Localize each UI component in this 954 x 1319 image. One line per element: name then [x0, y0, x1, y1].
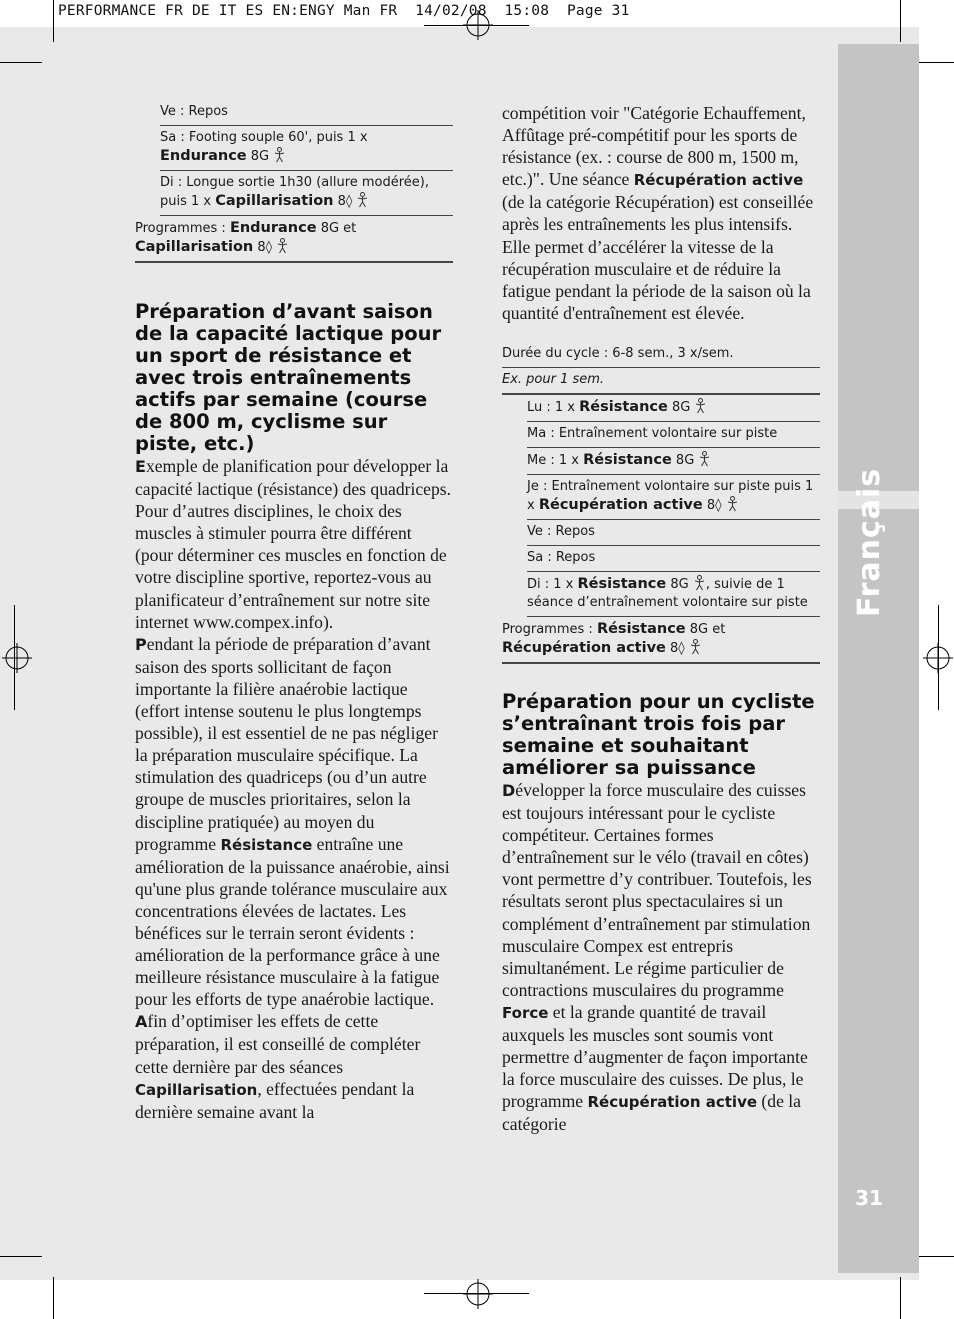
schedule-table-right	[502, 342, 820, 664]
schedule-row-di: Di : Longue sortie 1h30 (allure modérée), puis 1 x Capillarisation 8◊	[160, 171, 453, 216]
section-heading-lactic: Préparation d’avant saison de la capacité lactique pour un sport de résistance et avec trois entraînements actifs par semaine (course de 800 m, cyclisme sur piste, etc.)	[135, 300, 442, 455]
crop-mark	[900, 1277, 901, 1319]
person-figure-icon	[694, 398, 707, 414]
crop-mark	[0, 1256, 42, 1257]
person-figure-icon	[689, 639, 702, 655]
language-label: Français	[852, 467, 887, 617]
crop-mark	[900, 0, 901, 42]
schedule-row-lu: Lu : 1 x Résistance 8G	[527, 395, 820, 422]
page-number: 31	[855, 1186, 883, 1210]
registration-mark-icon	[923, 643, 953, 673]
person-figure-icon	[693, 575, 706, 591]
cycle-duration-row: Durée du cycle : 6-8 sem., 3 x/sem.	[502, 342, 820, 368]
example-week-row: Ex. pour 1 sem.	[502, 368, 820, 395]
crop-mark	[53, 1277, 54, 1319]
schedule-row-je: Je : Entraînement volontaire sur piste puis 1 x Récupération active 8◊	[527, 475, 820, 520]
person-figure-icon	[356, 192, 369, 208]
programs-row: Programmes : Résistance 8G et Récupération active 8◊	[502, 617, 820, 664]
schedule-row-sa: Sa : Footing souple 60', puis 1 x Endurance 8G	[160, 126, 453, 171]
schedule-row-sa: Sa : Repos	[527, 546, 820, 572]
registration-mark-icon	[463, 1279, 493, 1309]
schedule-row-ve: Ve : Repos	[160, 100, 453, 126]
person-figure-icon	[726, 496, 739, 512]
schedule-table-left	[135, 100, 453, 263]
printer-slug: PERFORMANCE FR DE IT ES EN:ENGY Man FR 14/02/08 15:08 Page 31	[58, 3, 630, 19]
paragraph-competition: compétition voir "Catégorie Echauffement, Affûtage pré-compétitif pour les sports de résistance (ex. : course de 800 m, 1500 m, etc.)". Une séance Récupération active (de la catégorie Récupération) est conseillée après les entraînements les plus intensifs. Elle permet d’accélérer la vitesse de la récupération musculaire et de réduire la fatigue pendant la période de la saison où la quantité d'entraînement est élevée.	[502, 103, 814, 323]
registration-mark-icon	[463, 10, 493, 40]
paragraph-optimize: Afin d’optimiser les effets de cette préparation, il est conseillé de compléter cette dernière par des séances Capillarisation, effectuées pendant la dernière semaine avant la	[135, 1011, 421, 1122]
registration-mark-icon	[2, 643, 32, 673]
left-column	[135, 100, 453, 1123]
crop-mark	[53, 0, 54, 42]
schedule-row-ve: Ve : Repos	[527, 520, 820, 546]
paragraph-preseason: Pendant la période de préparation d’avant saison des sports sollicitant de façon importante la filière anaérobie lactique (effort intense soutenu le plus longtemps possible), il est essentiel de ne pas négliger la préparation musculaire spécifique. La stimulation des quadriceps (ou d’un autre groupe de muscles prioritaires, selon la discipline pratiquée) au moyen du programme Résistance entraîne une amélioration de la puissance anaérobie, ainsi qu'une plus grande tolérance musculaire aux concentrations élevées de lactates. Les bénéfices sur le terrain seront évidents : amélioration de la performance grâce à une meilleure résistance musculaire à la fatigue pour les efforts de type anaérobie lactique.	[135, 633, 450, 1010]
schedule-row-di: Di : 1 x Résistance 8G , suivie de 1 séance d’entraînement volontaire sur piste	[527, 572, 820, 617]
paragraph-example: Exemple de planification pour développer la capacité lactique (résistance) des quadriceps. Pour d’autres disciplines, le choix des muscles à stimuler pourra être différent (pour déterminer ces muscles en fonction de votre discipline sportive, reportez-vous au planificateur d’entraînement sur notre site internet www.compex.info).	[135, 456, 452, 632]
person-figure-icon	[276, 238, 289, 254]
right-column	[502, 102, 820, 1135]
language-side-tab	[838, 44, 919, 1273]
person-figure-icon	[273, 147, 286, 163]
section-heading-cyclist: Préparation pour un cycliste s’entraînant trois fois par semaine et souhaitant améliorer sa puissance	[502, 689, 815, 779]
programs-row: Programmes : Endurance 8G et Capillarisation 8◊	[135, 216, 453, 263]
schedule-row-me: Me : 1 x Résistance 8G	[527, 448, 820, 475]
person-figure-icon	[698, 451, 711, 467]
crop-mark	[0, 62, 42, 63]
paragraph-cyclist: Développer la force musculaire des cuisses est toujours intéressant pour le cycliste compétiteur. Certaines formes d’entraînement sur le vélo (travail en côtes) vont permettre d’y contribuer. Toutefois, les résultats seront plus spectaculaires si un complément d’entraînement par stimulation musculaire Compex est entrepris simultanément. Le régime particulier de contractions musculaires du programme Force et la grande quantité de travail auxquels les muscles sont soumis vont permettre d’augmenter de façon importante la force musculaire des cuisses. De plus, le programme Récupération active (de la catégorie	[502, 779, 812, 1135]
schedule-row-ma: Ma : Entraînement volontaire sur piste	[527, 422, 820, 448]
